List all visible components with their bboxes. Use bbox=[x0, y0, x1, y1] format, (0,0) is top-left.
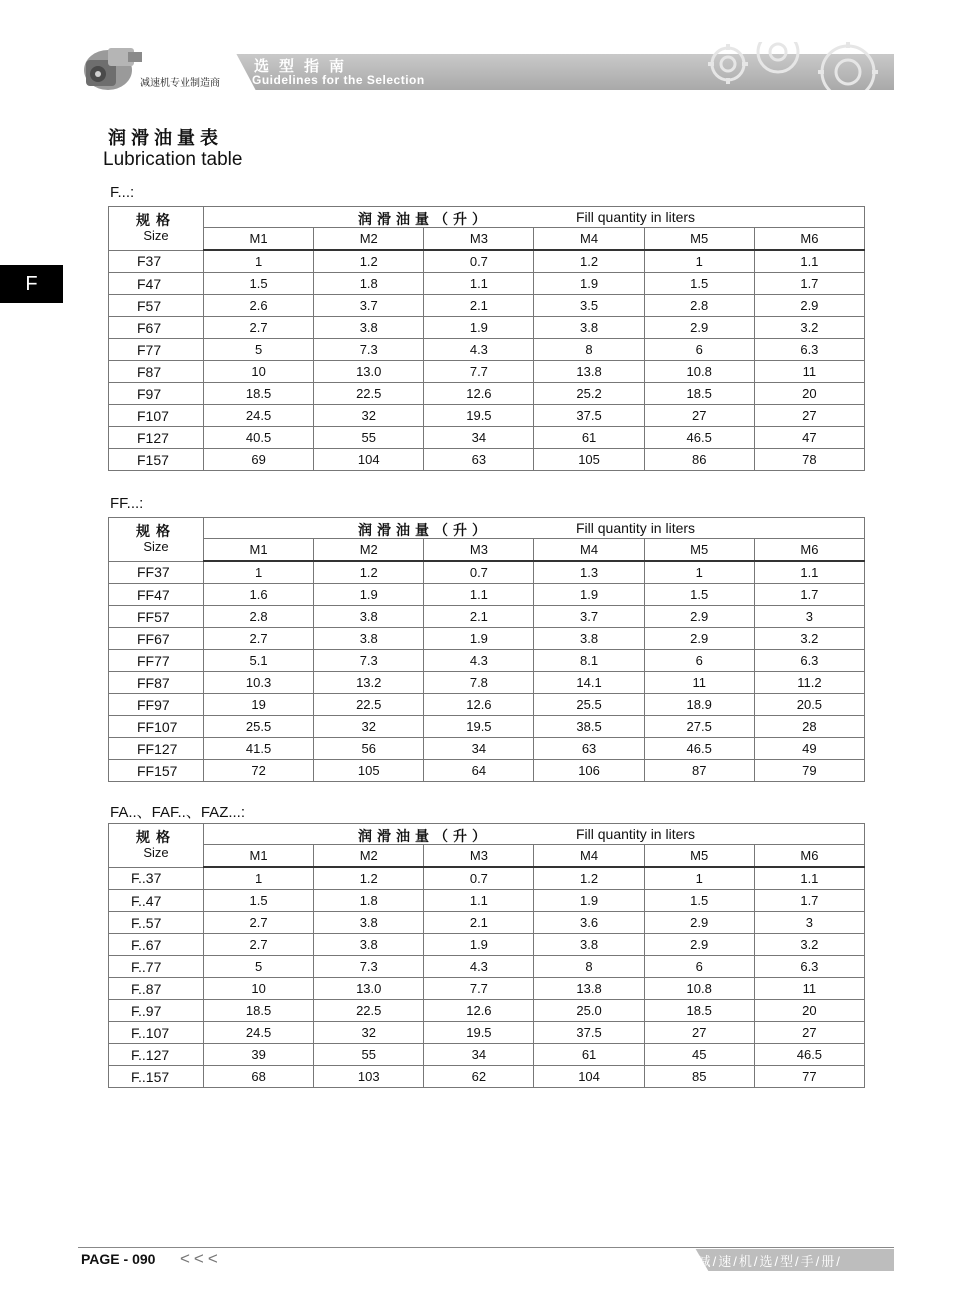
table-row bbox=[109, 672, 865, 694]
fill-value-cell: 27 bbox=[644, 405, 754, 427]
fill-value-cell: 37.5 bbox=[534, 1022, 644, 1044]
fill-value-cell: 10.8 bbox=[644, 361, 754, 383]
fill-value-cell: 1.8 bbox=[314, 890, 424, 912]
fill-value-cell: 4.3 bbox=[424, 956, 534, 978]
fill-value-cell: 27 bbox=[754, 405, 864, 427]
fill-value-cell: 7.7 bbox=[424, 361, 534, 383]
table-row bbox=[109, 890, 865, 912]
fill-value-cell: 2.7 bbox=[204, 628, 314, 650]
fill-value-cell: 13.8 bbox=[534, 361, 644, 383]
table-row bbox=[109, 956, 865, 978]
col-m1: M1 bbox=[204, 228, 314, 251]
fill-value-cell: 3.8 bbox=[314, 628, 424, 650]
table-row bbox=[109, 978, 865, 1000]
size-cell: F..47 bbox=[109, 890, 204, 912]
fill-value-cell: 28 bbox=[754, 716, 864, 738]
col-m5: M5 bbox=[644, 845, 754, 868]
fill-value-cell: 68 bbox=[204, 1066, 314, 1088]
fill-value-cell: 7.8 bbox=[424, 672, 534, 694]
size-cell: F..67 bbox=[109, 934, 204, 956]
col-m3: M3 bbox=[424, 228, 534, 251]
size-cell: FF37 bbox=[109, 561, 204, 584]
table-row bbox=[109, 606, 865, 628]
fill-value-cell: 3.7 bbox=[314, 295, 424, 317]
table-row bbox=[109, 716, 865, 738]
fill-value-cell: 1 bbox=[644, 867, 754, 890]
fill-value-cell: 46.5 bbox=[644, 738, 754, 760]
col-m1: M1 bbox=[204, 539, 314, 562]
fill-value-cell: 1 bbox=[204, 250, 314, 273]
fill-value-cell: 79 bbox=[754, 760, 864, 782]
fill-value-cell: 20.5 bbox=[754, 694, 864, 716]
fill-value-cell: 22.5 bbox=[314, 694, 424, 716]
fill-value-cell: 1.9 bbox=[314, 584, 424, 606]
col-m1: M1 bbox=[204, 845, 314, 868]
fill-value-cell: 6 bbox=[644, 650, 754, 672]
size-cell: F37 bbox=[109, 250, 204, 273]
fill-value-cell: 1.7 bbox=[754, 273, 864, 295]
size-cell: F..127 bbox=[109, 1044, 204, 1066]
fill-value-cell: 27.5 bbox=[644, 716, 754, 738]
fill-value-cell: 1.7 bbox=[754, 584, 864, 606]
fill-value-cell: 1.9 bbox=[424, 934, 534, 956]
fill-value-cell: 55 bbox=[314, 1044, 424, 1066]
size-cell: FF57 bbox=[109, 606, 204, 628]
table-row bbox=[109, 912, 865, 934]
fill-value-cell: 20 bbox=[754, 383, 864, 405]
fill-value-cell: 38.5 bbox=[534, 716, 644, 738]
size-cell: F47 bbox=[109, 273, 204, 295]
size-cell: F..97 bbox=[109, 1000, 204, 1022]
size-cell: F..77 bbox=[109, 956, 204, 978]
fill-value-cell: 41.5 bbox=[204, 738, 314, 760]
fill-value-cell: 1.2 bbox=[314, 867, 424, 890]
fill-value-cell: 1.5 bbox=[644, 273, 754, 295]
fill-value-cell: 63 bbox=[424, 449, 534, 471]
table-row bbox=[109, 317, 865, 339]
fill-value-cell: 1.6 bbox=[204, 584, 314, 606]
fill-value-cell: 63 bbox=[534, 738, 644, 760]
fill-value-cell: 12.6 bbox=[424, 383, 534, 405]
fill-value-cell: 2.7 bbox=[204, 317, 314, 339]
fill-value-cell: 61 bbox=[534, 427, 644, 449]
section-label-f: F...: bbox=[110, 184, 135, 201]
fill-value-cell: 8 bbox=[534, 339, 644, 361]
col-m2: M2 bbox=[314, 228, 424, 251]
table-row bbox=[109, 250, 865, 273]
fill-value-cell: 3.2 bbox=[754, 934, 864, 956]
fill-value-cell: 72 bbox=[204, 760, 314, 782]
table-row bbox=[109, 694, 865, 716]
fill-value-cell: 32 bbox=[314, 405, 424, 427]
col-m6: M6 bbox=[754, 539, 864, 562]
fill-value-cell: 105 bbox=[314, 760, 424, 782]
fill-value-cell: 1.2 bbox=[314, 561, 424, 584]
fill-value-cell: 1.7 bbox=[754, 890, 864, 912]
fill-value-cell: 2.9 bbox=[644, 934, 754, 956]
fill-value-cell: 104 bbox=[534, 1066, 644, 1088]
fill-value-cell: 87 bbox=[644, 760, 754, 782]
table-row bbox=[109, 584, 865, 606]
section-label-fa: FA..、FAF..、FAZ...: bbox=[110, 804, 246, 821]
fill-value-cell: 5.1 bbox=[204, 650, 314, 672]
fill-value-cell: 10.3 bbox=[204, 672, 314, 694]
fill-value-cell: 40.5 bbox=[204, 427, 314, 449]
fill-value-cell: 6.3 bbox=[754, 956, 864, 978]
section-tab: F bbox=[0, 265, 63, 303]
fill-value-cell: 105 bbox=[534, 449, 644, 471]
fill-value-cell: 2.9 bbox=[644, 606, 754, 628]
fill-value-cell: 1 bbox=[644, 250, 754, 273]
fill-value-cell: 3.2 bbox=[754, 317, 864, 339]
fill-value-cell: 34 bbox=[424, 1044, 534, 1066]
fill-value-cell: 18.5 bbox=[204, 383, 314, 405]
fill-value-cell: 10.8 bbox=[644, 978, 754, 1000]
fill-value-cell: 22.5 bbox=[314, 383, 424, 405]
table-row bbox=[109, 295, 865, 317]
fill-value-cell: 3.2 bbox=[754, 628, 864, 650]
fill-value-cell: 2.9 bbox=[644, 628, 754, 650]
col-m4: M4 bbox=[534, 845, 644, 868]
fill-value-cell: 3.8 bbox=[314, 317, 424, 339]
page-number: PAGE - 090 bbox=[81, 1251, 156, 1267]
fill-value-cell: 56 bbox=[314, 738, 424, 760]
fill-value-cell: 27 bbox=[644, 1022, 754, 1044]
table-row bbox=[109, 361, 865, 383]
size-cell: F77 bbox=[109, 339, 204, 361]
col-m3: M3 bbox=[424, 539, 534, 562]
fill-value-cell: 1 bbox=[204, 561, 314, 584]
fill-value-cell: 3.7 bbox=[534, 606, 644, 628]
header-title-en: Guidelines for the Selection bbox=[252, 73, 425, 87]
lubrication-table-f bbox=[108, 206, 865, 471]
fill-value-cell: 2.6 bbox=[204, 295, 314, 317]
size-cell: F87 bbox=[109, 361, 204, 383]
footer-rule bbox=[78, 1247, 894, 1248]
fill-value-cell: 1.5 bbox=[644, 890, 754, 912]
fill-value-cell: 18.5 bbox=[204, 1000, 314, 1022]
fill-value-cell: 55 bbox=[314, 427, 424, 449]
fill-value-cell: 2.7 bbox=[204, 934, 314, 956]
fill-value-cell: 1.2 bbox=[314, 250, 424, 273]
size-cell: F..57 bbox=[109, 912, 204, 934]
size-cell: F67 bbox=[109, 317, 204, 339]
fill-value-cell: 64 bbox=[424, 760, 534, 782]
size-cell: F157 bbox=[109, 449, 204, 471]
size-cell: F..87 bbox=[109, 978, 204, 1000]
size-cell: F97 bbox=[109, 383, 204, 405]
table-row bbox=[109, 760, 865, 782]
fill-value-cell: 39 bbox=[204, 1044, 314, 1066]
fill-value-cell: 11 bbox=[754, 361, 864, 383]
size-cell: F127 bbox=[109, 427, 204, 449]
size-cell: F107 bbox=[109, 405, 204, 427]
fill-value-cell: 2.8 bbox=[644, 295, 754, 317]
fill-quantity-header: 润滑油量（升） Fill quantity in liters bbox=[204, 824, 865, 845]
fill-value-cell: 2.1 bbox=[424, 606, 534, 628]
table-row bbox=[109, 339, 865, 361]
table-row bbox=[109, 561, 865, 584]
fill-value-cell: 1.1 bbox=[424, 584, 534, 606]
fill-value-cell: 3.6 bbox=[534, 912, 644, 934]
table-row bbox=[109, 1022, 865, 1044]
lubrication-table-ff bbox=[108, 517, 865, 782]
size-cell: FF107 bbox=[109, 716, 204, 738]
column-header-row bbox=[109, 228, 865, 251]
fill-value-cell: 3 bbox=[754, 606, 864, 628]
fill-value-cell: 2.1 bbox=[424, 295, 534, 317]
table-row bbox=[109, 934, 865, 956]
fill-value-cell: 1.9 bbox=[424, 628, 534, 650]
fill-value-cell: 86 bbox=[644, 449, 754, 471]
size-cell: FF87 bbox=[109, 672, 204, 694]
size-header: 规格 Size bbox=[109, 207, 204, 251]
fill-value-cell: 25.2 bbox=[534, 383, 644, 405]
fill-value-cell: 13.0 bbox=[314, 978, 424, 1000]
fill-value-cell: 12.6 bbox=[424, 694, 534, 716]
size-header: 规格 Size bbox=[109, 824, 204, 868]
fill-value-cell: 1.9 bbox=[534, 273, 644, 295]
table-row bbox=[109, 738, 865, 760]
fill-value-cell: 3.8 bbox=[314, 912, 424, 934]
col-m4: M4 bbox=[534, 539, 644, 562]
table-row bbox=[109, 427, 865, 449]
fill-value-cell: 1.1 bbox=[754, 561, 864, 584]
table-row bbox=[109, 1066, 865, 1088]
lubrication-table-fa bbox=[108, 823, 865, 1088]
fill-value-cell: 46.5 bbox=[644, 427, 754, 449]
fill-value-cell: 69 bbox=[204, 449, 314, 471]
fill-value-cell: 2.8 bbox=[204, 606, 314, 628]
fill-value-cell: 1.1 bbox=[424, 273, 534, 295]
fill-value-cell: 77 bbox=[754, 1066, 864, 1088]
size-header: 规格 Size bbox=[109, 518, 204, 562]
fill-value-cell: 103 bbox=[314, 1066, 424, 1088]
fill-value-cell: 1.9 bbox=[424, 317, 534, 339]
fill-value-cell: 1.9 bbox=[534, 890, 644, 912]
fill-value-cell: 3.8 bbox=[314, 934, 424, 956]
fill-value-cell: 8 bbox=[534, 956, 644, 978]
fill-value-cell: 19.5 bbox=[424, 1022, 534, 1044]
fill-value-cell: 34 bbox=[424, 738, 534, 760]
fill-value-cell: 3.8 bbox=[534, 934, 644, 956]
table-row bbox=[109, 1000, 865, 1022]
fill-value-cell: 19.5 bbox=[424, 405, 534, 427]
gears-decoration-icon bbox=[698, 42, 894, 90]
fill-value-cell: 3.8 bbox=[534, 317, 644, 339]
size-cell: FF67 bbox=[109, 628, 204, 650]
fill-value-cell: 1.1 bbox=[754, 250, 864, 273]
fill-value-cell: 6 bbox=[644, 956, 754, 978]
size-cell: F57 bbox=[109, 295, 204, 317]
fill-value-cell: 32 bbox=[314, 1022, 424, 1044]
fill-value-cell: 0.7 bbox=[424, 867, 534, 890]
fill-value-cell: 1.9 bbox=[534, 584, 644, 606]
fill-value-cell: 1.3 bbox=[534, 561, 644, 584]
size-cell: FF47 bbox=[109, 584, 204, 606]
fill-quantity-header: 润滑油量（升） Fill quantity in liters bbox=[204, 518, 865, 539]
table-row bbox=[109, 273, 865, 295]
fill-value-cell: 78 bbox=[754, 449, 864, 471]
fill-value-cell: 1.2 bbox=[534, 250, 644, 273]
fill-value-cell: 2.1 bbox=[424, 912, 534, 934]
fill-value-cell: 7.7 bbox=[424, 978, 534, 1000]
size-cell: FF97 bbox=[109, 694, 204, 716]
fill-value-cell: 19 bbox=[204, 694, 314, 716]
fill-value-cell: 8.1 bbox=[534, 650, 644, 672]
fill-value-cell: 49 bbox=[754, 738, 864, 760]
table-row bbox=[109, 449, 865, 471]
fill-value-cell: 0.7 bbox=[424, 250, 534, 273]
size-cell: F..37 bbox=[109, 867, 204, 890]
col-m5: M5 bbox=[644, 228, 754, 251]
fill-value-cell: 5 bbox=[204, 339, 314, 361]
fill-value-cell: 32 bbox=[314, 716, 424, 738]
fill-value-cell: 2.9 bbox=[644, 317, 754, 339]
fill-value-cell: 85 bbox=[644, 1066, 754, 1088]
fill-value-cell: 1.1 bbox=[424, 890, 534, 912]
fill-value-cell: 25.0 bbox=[534, 1000, 644, 1022]
size-cell: FF157 bbox=[109, 760, 204, 782]
fill-value-cell: 25.5 bbox=[534, 694, 644, 716]
col-m2: M2 bbox=[314, 845, 424, 868]
size-cell: FF77 bbox=[109, 650, 204, 672]
fill-value-cell: 6 bbox=[644, 339, 754, 361]
col-m4: M4 bbox=[534, 228, 644, 251]
fill-value-cell: 2.7 bbox=[204, 912, 314, 934]
fill-value-cell: 24.5 bbox=[204, 1022, 314, 1044]
table-row bbox=[109, 867, 865, 890]
table-row bbox=[109, 383, 865, 405]
table-row bbox=[109, 405, 865, 427]
page-title-en: Lubrication table bbox=[103, 149, 243, 170]
fill-value-cell: 3.8 bbox=[314, 606, 424, 628]
fill-value-cell: 11.2 bbox=[754, 672, 864, 694]
fill-value-cell: 46.5 bbox=[754, 1044, 864, 1066]
table-row bbox=[109, 1044, 865, 1066]
fill-value-cell: 14.1 bbox=[534, 672, 644, 694]
fill-value-cell: 24.5 bbox=[204, 405, 314, 427]
table-row bbox=[109, 628, 865, 650]
fill-value-cell: 34 bbox=[424, 427, 534, 449]
col-m3: M3 bbox=[424, 845, 534, 868]
fill-value-cell: 10 bbox=[204, 361, 314, 383]
fill-value-cell: 18.9 bbox=[644, 694, 754, 716]
fill-value-cell: 1 bbox=[644, 561, 754, 584]
fill-value-cell: 1.1 bbox=[754, 867, 864, 890]
fill-value-cell: 22.5 bbox=[314, 1000, 424, 1022]
column-header-row bbox=[109, 539, 865, 562]
col-m2: M2 bbox=[314, 539, 424, 562]
fill-value-cell: 3.5 bbox=[534, 295, 644, 317]
fill-value-cell: 25.5 bbox=[204, 716, 314, 738]
fill-value-cell: 62 bbox=[424, 1066, 534, 1088]
fill-value-cell: 37.5 bbox=[534, 405, 644, 427]
fill-value-cell: 1.8 bbox=[314, 273, 424, 295]
fill-value-cell: 1.5 bbox=[644, 584, 754, 606]
company-tagline: 减速机专业制造商 bbox=[140, 78, 220, 89]
fill-value-cell: 18.5 bbox=[644, 1000, 754, 1022]
size-cell: FF127 bbox=[109, 738, 204, 760]
size-cell: F..107 bbox=[109, 1022, 204, 1044]
fill-value-cell: 1.5 bbox=[204, 890, 314, 912]
fill-value-cell: 11 bbox=[644, 672, 754, 694]
fill-quantity-header: 润滑油量（升） Fill quantity in liters bbox=[204, 207, 865, 228]
fill-value-cell: 18.5 bbox=[644, 383, 754, 405]
fill-value-cell: 106 bbox=[534, 760, 644, 782]
fill-value-cell: 0.7 bbox=[424, 561, 534, 584]
fill-value-cell: 1 bbox=[204, 867, 314, 890]
fill-value-cell: 6.3 bbox=[754, 339, 864, 361]
fill-value-cell: 13.0 bbox=[314, 361, 424, 383]
fill-value-cell: 20 bbox=[754, 1000, 864, 1022]
fill-value-cell: 7.3 bbox=[314, 339, 424, 361]
col-m6: M6 bbox=[754, 228, 864, 251]
header-title-cn: 选型指南 bbox=[254, 58, 355, 75]
fill-value-cell: 6.3 bbox=[754, 650, 864, 672]
fill-value-cell: 2.9 bbox=[754, 295, 864, 317]
fill-value-cell: 10 bbox=[204, 978, 314, 1000]
section-label-ff: FF...: bbox=[110, 495, 144, 512]
fill-value-cell: 7.3 bbox=[314, 956, 424, 978]
fill-value-cell: 1.2 bbox=[534, 867, 644, 890]
manual-title: /减/速/机/选/型/手/册/ bbox=[692, 1254, 842, 1269]
fill-value-cell: 4.3 bbox=[424, 339, 534, 361]
col-m6: M6 bbox=[754, 845, 864, 868]
back-arrows: <<< bbox=[180, 1249, 222, 1268]
fill-value-cell: 4.3 bbox=[424, 650, 534, 672]
page-title-cn: 润滑油量表 bbox=[108, 128, 223, 148]
table-row bbox=[109, 650, 865, 672]
fill-value-cell: 3.8 bbox=[534, 628, 644, 650]
fill-value-cell: 5 bbox=[204, 956, 314, 978]
gearbox-logo-icon bbox=[78, 40, 148, 94]
fill-value-cell: 61 bbox=[534, 1044, 644, 1066]
column-header-row bbox=[109, 845, 865, 868]
fill-value-cell: 3 bbox=[754, 912, 864, 934]
fill-value-cell: 104 bbox=[314, 449, 424, 471]
fill-value-cell: 47 bbox=[754, 427, 864, 449]
fill-value-cell: 13.8 bbox=[534, 978, 644, 1000]
fill-value-cell: 1.5 bbox=[204, 273, 314, 295]
fill-value-cell: 27 bbox=[754, 1022, 864, 1044]
size-cell: F..157 bbox=[109, 1066, 204, 1088]
fill-value-cell: 2.9 bbox=[644, 912, 754, 934]
col-m5: M5 bbox=[644, 539, 754, 562]
fill-value-cell: 7.3 bbox=[314, 650, 424, 672]
fill-value-cell: 19.5 bbox=[424, 716, 534, 738]
fill-value-cell: 11 bbox=[754, 978, 864, 1000]
page-header bbox=[78, 34, 894, 96]
fill-value-cell: 13.2 bbox=[314, 672, 424, 694]
fill-value-cell: 45 bbox=[644, 1044, 754, 1066]
fill-value-cell: 12.6 bbox=[424, 1000, 534, 1022]
